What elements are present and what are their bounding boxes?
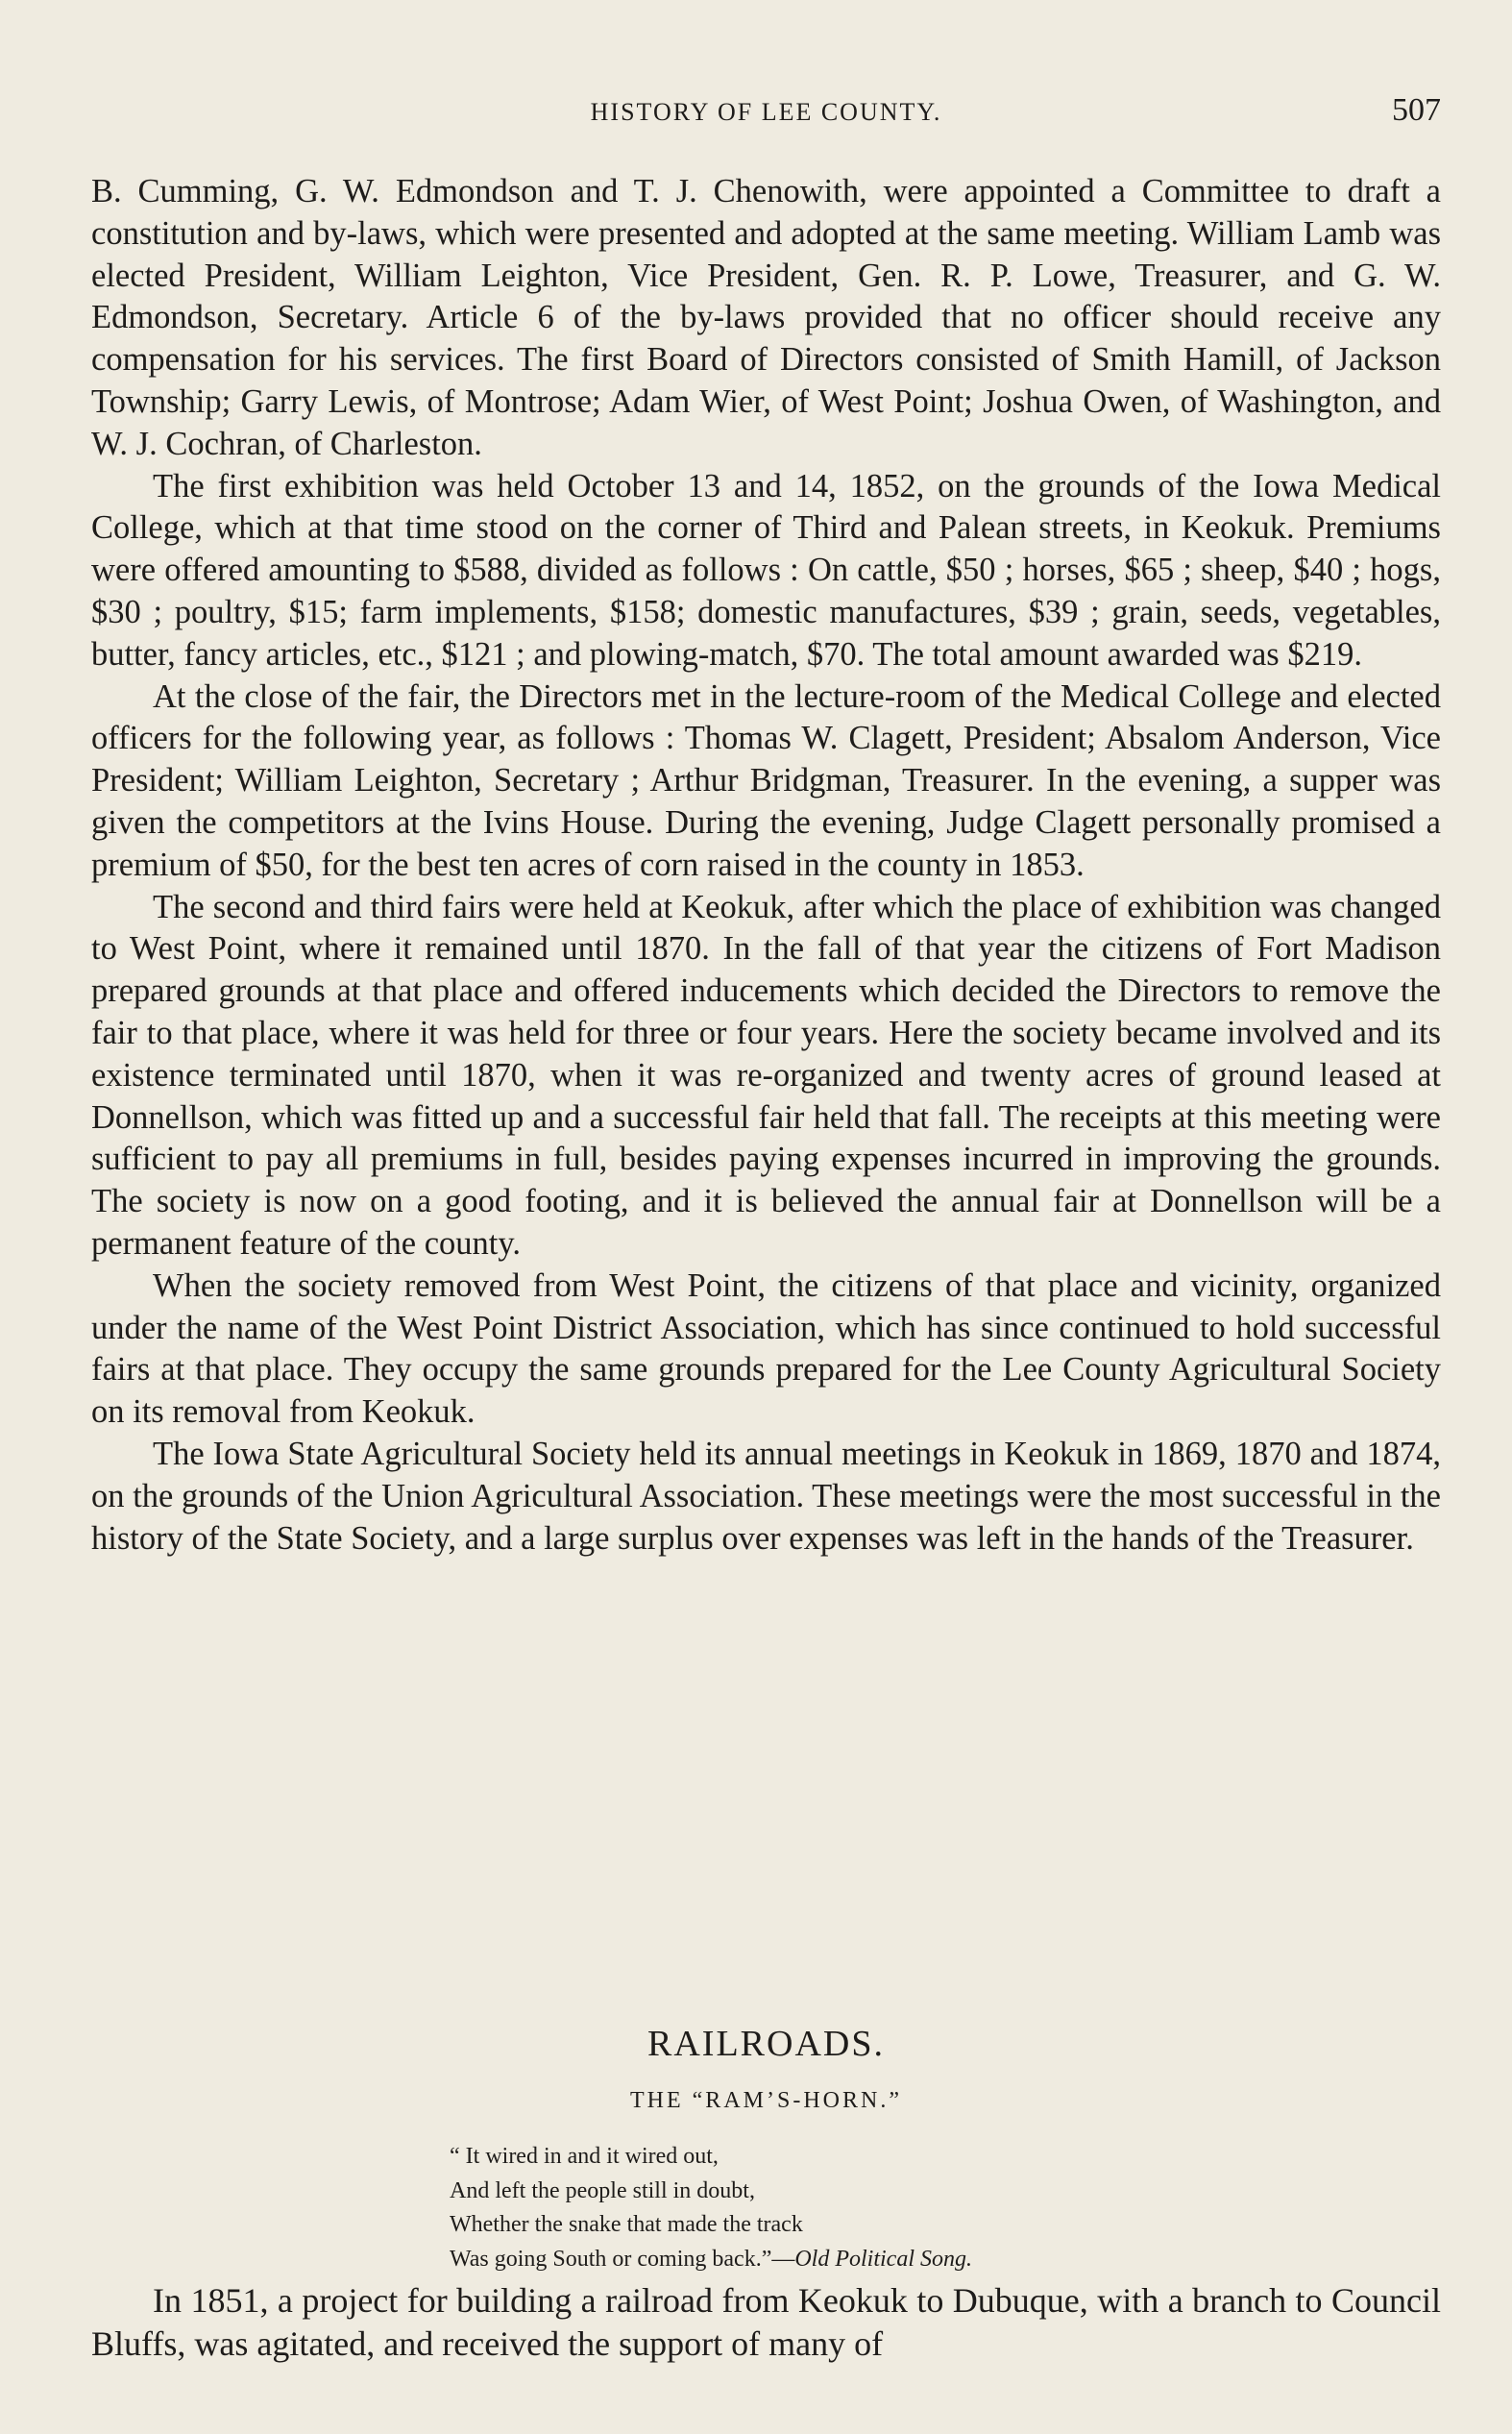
running-head bbox=[91, 92, 1441, 131]
section-subheading: THE “RAM’S-HORN.” bbox=[630, 2088, 902, 2113]
running-title: HISTORY OF LEE COUNTY. bbox=[590, 98, 942, 126]
paragraph-close-of-fair: At the close of the fair, the Directors met in the lecture-room of the Medical College and elected officers for the following year, as follows : Thomas W. Clagett, President; Absalom Anderson, Vice President; William Leighton, Secretary ; Arthur Bridgman, Treasurer. In the evening, a supper was given the competitors at the Ivins House. During the evening, Judge Clagett personally promised a premium of $50, for the best ten acres of corn raised in the county in 1853. bbox=[91, 677, 1441, 883]
paragraph-first-exhibition: The first exhibition was held October 13 and 14, 1852, on the grounds of the Iowa Medical College, which at that time stood on the corner of Third and Palean streets, in Keokuk. Premiums were offered amounting to $588, divided as follows : On cattle, $50 ; horses, $65 ; sheep, $40 ; hogs, $30 ; poultry, $15; farm implements, $158; domestic manufactures, $39 ; grain, seeds, vegetables, butter, fancy articles, etc., $121 ; and plowing-match, $70. The total amount awarded was $219. bbox=[91, 467, 1441, 673]
page-number: 507 bbox=[1392, 92, 1441, 128]
paragraph-committee: B. Cumming, G. W. Edmondson and T. J. Chenowith, were appointed a Committee to draft a constitution and by-laws, which were presented and adopted at the same meeting. William Lamb was elected President, William Leighton, Vice President, Gen. R. P. Lowe, Treasurer, and G. W. Edmondson, Secretary. Article 6 of the by-laws provided that no officer should receive any compensation for his services. The first Board of Directors consisted of Smith Hamill, of Jackson Township; Garry Lewis, of Montrose; Adam Wier, of West Point; Joshua Owen, of Washington, and W. J. Cochran, of Charleston. bbox=[91, 173, 1441, 462]
body-text bbox=[91, 171, 1441, 1560]
epigraph bbox=[450, 2140, 1314, 2276]
railroads-text bbox=[91, 2279, 1441, 2366]
epigraph-attribution: Old Political Song. bbox=[794, 2246, 972, 2272]
paragraph-second-third-fairs: The second and third fairs were held at Keokuk, after which the place of exhibition was changed to West Point, where it remained until 1870. In the fall of that year the citizens of Fort Madison prepared grounds at that place and offered inducements which decided the Directors to remove the fair to that place, where it was held for three or four years. Here the society became involved and its existence terminated until 1870, when it was re-organized and twenty acres of ground leased at Donnellson, which was fitted up and a successful fair held that fall. The receipts at this meeting were sufficient to pay all premiums in full, besides paying expenses incurred in improving the grounds. The society is now on a good footing, and it is believed the annual fair at Donnellson will be a permanent feature of the county. bbox=[91, 888, 1441, 1262]
paragraph-state-society: The Iowa State Agricultural Society held its annual meetings in Keokuk in 1869, 1870 and 1874, on the grounds of the Union Agricultural Association. These meetings were the most successful in the history of the State Society, and a large surplus over expenses was left in the hands of the Treasurer. bbox=[91, 1435, 1441, 1557]
epigraph-last-line bbox=[450, 2243, 1314, 2277]
epigraph-line: Whether the snake that made the track bbox=[450, 2212, 803, 2237]
paragraph-west-point-association: When the society removed from West Point, the citizens of that place and vicinity, organized under the name of the West Point District Association, which has since continued to hold successful fairs at that place. They occupy the same grounds prepared for the Lee County Agricultural Society on its removal from Keokuk. bbox=[91, 1266, 1441, 1431]
epigraph-line: And left the people still in doubt, bbox=[450, 2177, 755, 2203]
epigraph-line: “ It wired in and it wired out, bbox=[450, 2144, 719, 2169]
section-heading: RAILROADS. bbox=[647, 2024, 885, 2064]
epigraph-line-text: Was going South or coming back.”— bbox=[450, 2246, 795, 2272]
paragraph-railroad-project: In 1851, a project for building a railroad from Keokuk to Dubuque, with a branch to Council Bluffs, was agitated, and received the support of many of bbox=[91, 2281, 1441, 2363]
